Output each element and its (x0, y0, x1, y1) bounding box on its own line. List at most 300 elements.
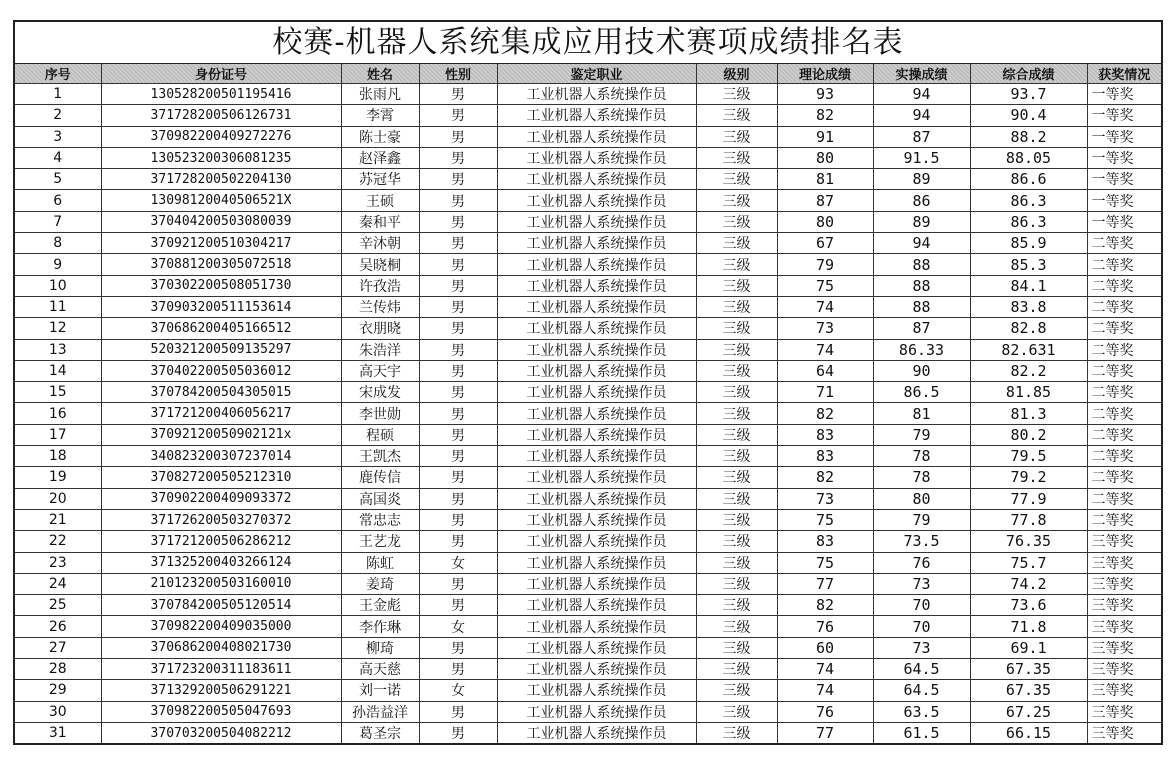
cell-level: 三级 (696, 233, 777, 254)
cell-gender: 女 (419, 616, 497, 637)
cell-id-number: 370784200505120514 (101, 595, 341, 616)
table-header-row (15, 64, 1161, 84)
cell-gender: 男 (419, 467, 497, 488)
cell-total-score: 67.35 (970, 659, 1087, 680)
header-total-score: 综合成绩 (970, 64, 1087, 84)
cell-occupation: 工业机器人系统操作员 (497, 147, 696, 168)
cell-award: 一等奖 (1087, 147, 1161, 168)
cell-level: 三级 (696, 488, 777, 509)
table-row (15, 722, 1161, 743)
cell-award: 二等奖 (1087, 296, 1161, 317)
cell-occupation: 工业机器人系统操作员 (497, 126, 696, 147)
cell-theory-score: 83 (777, 531, 873, 552)
cell-name: 程硕 (341, 424, 419, 445)
cell-name: 李作琳 (341, 616, 419, 637)
cell-gender: 男 (419, 84, 497, 105)
table-row (15, 637, 1161, 658)
header-gender: 性别 (419, 64, 497, 84)
cell-level: 三级 (696, 275, 777, 296)
cell-gender: 男 (419, 637, 497, 658)
table-row (15, 616, 1161, 637)
cell-theory-score: 82 (777, 403, 873, 424)
cell-id-number: 371723200311183611 (101, 659, 341, 680)
cell-level: 三级 (696, 424, 777, 445)
cell-level: 三级 (696, 254, 777, 275)
cell-id-number: 371721200506286212 (101, 531, 341, 552)
cell-practical-score: 89 (873, 211, 970, 232)
cell-id-number: 370827200505212310 (101, 467, 341, 488)
table-row (15, 552, 1161, 573)
cell-theory-score: 75 (777, 509, 873, 530)
cell-index: 21 (15, 509, 101, 530)
cell-total-score: 85.9 (970, 233, 1087, 254)
cell-id-number: 370921200510304217 (101, 233, 341, 254)
cell-occupation: 工业机器人系统操作员 (497, 552, 696, 573)
cell-total-score: 88.05 (970, 147, 1087, 168)
cell-index: 29 (15, 680, 101, 701)
cell-gender: 男 (419, 254, 497, 275)
cell-total-score: 73.6 (970, 595, 1087, 616)
cell-occupation: 工业机器人系统操作员 (497, 467, 696, 488)
cell-occupation: 工业机器人系统操作员 (497, 382, 696, 403)
cell-gender: 男 (419, 126, 497, 147)
cell-id-number: 370902200409093372 (101, 488, 341, 509)
cell-level: 三级 (696, 126, 777, 147)
cell-name: 衣朋晓 (341, 318, 419, 339)
cell-id-number: 370703200504082212 (101, 722, 341, 743)
cell-name: 辛沐朝 (341, 233, 419, 254)
cell-name: 兰传炜 (341, 296, 419, 317)
cell-total-score: 79.5 (970, 446, 1087, 467)
cell-level: 三级 (696, 403, 777, 424)
cell-gender: 男 (419, 169, 497, 190)
cell-id-number: 370686200405166512 (101, 318, 341, 339)
table-row (15, 509, 1161, 530)
cell-occupation: 工业机器人系统操作员 (497, 190, 696, 211)
cell-gender: 男 (419, 275, 497, 296)
cell-index: 3 (15, 126, 101, 147)
cell-index: 8 (15, 233, 101, 254)
cell-theory-score: 73 (777, 318, 873, 339)
cell-total-score: 82.2 (970, 360, 1087, 381)
cell-occupation: 工业机器人系统操作员 (497, 296, 696, 317)
cell-index: 6 (15, 190, 101, 211)
cell-total-score: 81.3 (970, 403, 1087, 424)
cell-occupation: 工业机器人系统操作员 (497, 722, 696, 743)
cell-occupation: 工业机器人系统操作员 (497, 509, 696, 530)
cell-level: 三级 (696, 190, 777, 211)
cell-award: 三等奖 (1087, 531, 1161, 552)
cell-name: 鹿传信 (341, 467, 419, 488)
cell-level: 三级 (696, 552, 777, 573)
table-row (15, 701, 1161, 722)
cell-gender: 男 (419, 211, 497, 232)
cell-gender: 男 (419, 233, 497, 254)
cell-level: 三级 (696, 680, 777, 701)
cell-award: 二等奖 (1087, 275, 1161, 296)
cell-occupation: 工业机器人系统操作员 (497, 637, 696, 658)
cell-index: 30 (15, 701, 101, 722)
cell-index: 25 (15, 595, 101, 616)
cell-total-score: 90.4 (970, 105, 1087, 126)
cell-id-number: 370402200505036012 (101, 360, 341, 381)
header-practical-score: 实操成绩 (873, 64, 970, 84)
cell-level: 三级 (696, 211, 777, 232)
cell-gender: 男 (419, 531, 497, 552)
cell-total-score: 82.631 (970, 339, 1087, 360)
cell-total-score: 77.9 (970, 488, 1087, 509)
table-row (15, 573, 1161, 594)
cell-theory-score: 64 (777, 360, 873, 381)
cell-theory-score: 76 (777, 616, 873, 637)
cell-index: 27 (15, 637, 101, 658)
table-row (15, 339, 1161, 360)
cell-gender: 男 (419, 360, 497, 381)
cell-total-score: 86.6 (970, 169, 1087, 190)
cell-gender: 男 (419, 339, 497, 360)
cell-award: 二等奖 (1087, 254, 1161, 275)
cell-index: 7 (15, 211, 101, 232)
cell-practical-score: 76 (873, 552, 970, 573)
table-row (15, 531, 1161, 552)
cell-id-number: 210123200503160010 (101, 573, 341, 594)
cell-gender: 男 (419, 573, 497, 594)
cell-practical-score: 73 (873, 637, 970, 658)
cell-id-number: 370686200408021730 (101, 637, 341, 658)
cell-level: 三级 (696, 360, 777, 381)
cell-practical-score: 73.5 (873, 531, 970, 552)
cell-theory-score: 83 (777, 424, 873, 445)
cell-practical-score: 61.5 (873, 722, 970, 743)
cell-name: 柳琦 (341, 637, 419, 658)
cell-award: 一等奖 (1087, 190, 1161, 211)
table-row (15, 147, 1161, 168)
table-row (15, 360, 1161, 381)
cell-total-score: 82.8 (970, 318, 1087, 339)
header-id-number: 身份证号 (101, 64, 341, 84)
cell-gender: 男 (419, 659, 497, 680)
cell-theory-score: 73 (777, 488, 873, 509)
cell-occupation: 工业机器人系统操作员 (497, 211, 696, 232)
cell-theory-score: 74 (777, 339, 873, 360)
table-row (15, 680, 1161, 701)
cell-total-score: 75.7 (970, 552, 1087, 573)
cell-id-number: 370302200508051730 (101, 275, 341, 296)
cell-practical-score: 78 (873, 467, 970, 488)
cell-total-score: 88.2 (970, 126, 1087, 147)
cell-total-score: 76.35 (970, 531, 1087, 552)
table-body (15, 84, 1161, 744)
cell-name: 高国炎 (341, 488, 419, 509)
cell-name: 李霄 (341, 105, 419, 126)
cell-level: 三级 (696, 616, 777, 637)
cell-index: 31 (15, 722, 101, 743)
cell-id-number: 371721200406056217 (101, 403, 341, 424)
cell-occupation: 工业机器人系统操作员 (497, 701, 696, 722)
cell-level: 三级 (696, 509, 777, 530)
cell-index: 4 (15, 147, 101, 168)
cell-id-number: 370903200511153614 (101, 296, 341, 317)
table-row (15, 467, 1161, 488)
cell-level: 三级 (696, 84, 777, 105)
score-ranking-sheet (13, 20, 1163, 745)
cell-index: 11 (15, 296, 101, 317)
cell-practical-score: 88 (873, 254, 970, 275)
cell-id-number: 370982200409272276 (101, 126, 341, 147)
cell-gender: 男 (419, 488, 497, 509)
cell-index: 5 (15, 169, 101, 190)
cell-name: 常忠志 (341, 509, 419, 530)
cell-gender: 男 (419, 190, 497, 211)
cell-occupation: 工业机器人系统操作员 (497, 275, 696, 296)
cell-practical-score: 79 (873, 424, 970, 445)
cell-practical-score: 64.5 (873, 680, 970, 701)
cell-practical-score: 91.5 (873, 147, 970, 168)
cell-award: 二等奖 (1087, 382, 1161, 403)
cell-index: 23 (15, 552, 101, 573)
cell-name: 苏冠华 (341, 169, 419, 190)
cell-practical-score: 78 (873, 446, 970, 467)
cell-index: 18 (15, 446, 101, 467)
cell-level: 三级 (696, 531, 777, 552)
cell-practical-score: 81 (873, 403, 970, 424)
cell-award: 二等奖 (1087, 360, 1161, 381)
cell-total-score: 83.8 (970, 296, 1087, 317)
table-row (15, 382, 1161, 403)
header-occupation: 鉴定职业 (497, 64, 696, 84)
cell-award: 二等奖 (1087, 446, 1161, 467)
header-level: 级别 (696, 64, 777, 84)
cell-id-number: 370921200509021​21x (101, 424, 341, 445)
cell-id-number: 370982200409035000 (101, 616, 341, 637)
table-row (15, 254, 1161, 275)
cell-theory-score: 75 (777, 552, 873, 573)
cell-occupation: 工业机器人系统操作员 (497, 403, 696, 424)
cell-award: 二等奖 (1087, 488, 1161, 509)
cell-name: 吴晓桐 (341, 254, 419, 275)
table-row (15, 211, 1161, 232)
cell-award: 三等奖 (1087, 552, 1161, 573)
cell-name: 朱浩洋 (341, 339, 419, 360)
cell-index: 19 (15, 467, 101, 488)
cell-id-number: 130981200405065​21X (101, 190, 341, 211)
cell-theory-score: 76 (777, 701, 873, 722)
cell-index: 13 (15, 339, 101, 360)
cell-gender: 男 (419, 105, 497, 126)
cell-theory-score: 80 (777, 147, 873, 168)
cell-total-score: 80.2 (970, 424, 1087, 445)
cell-name: 王凯杰 (341, 446, 419, 467)
cell-occupation: 工业机器人系统操作员 (497, 488, 696, 509)
cell-occupation: 工业机器人系统操作员 (497, 680, 696, 701)
cell-level: 三级 (696, 318, 777, 339)
cell-total-score: 86.3 (970, 211, 1087, 232)
cell-name: 宋成发 (341, 382, 419, 403)
cell-gender: 男 (419, 403, 497, 424)
cell-award: 三等奖 (1087, 659, 1161, 680)
cell-level: 三级 (696, 339, 777, 360)
cell-theory-score: 71 (777, 382, 873, 403)
cell-practical-score: 86 (873, 190, 970, 211)
table-row (15, 446, 1161, 467)
cell-total-score: 93.7 (970, 84, 1087, 105)
cell-total-score: 67.35 (970, 680, 1087, 701)
cell-award: 一等奖 (1087, 169, 1161, 190)
cell-name: 李世勋 (341, 403, 419, 424)
cell-name: 刘一诺 (341, 680, 419, 701)
table-row (15, 318, 1161, 339)
header-name: 姓名 (341, 64, 419, 84)
cell-practical-score: 70 (873, 595, 970, 616)
cell-index: 14 (15, 360, 101, 381)
cell-practical-score: 88 (873, 296, 970, 317)
cell-theory-score: 60 (777, 637, 873, 658)
cell-level: 三级 (696, 595, 777, 616)
cell-name: 葛圣宗 (341, 722, 419, 743)
cell-award: 一等奖 (1087, 105, 1161, 126)
cell-occupation: 工业机器人系统操作员 (497, 531, 696, 552)
cell-id-number: 370784200504305015 (101, 382, 341, 403)
cell-occupation: 工业机器人系统操作员 (497, 573, 696, 594)
cell-total-score: 77.8 (970, 509, 1087, 530)
cell-id-number: 130528200501195416 (101, 84, 341, 105)
cell-total-score: 81.85 (970, 382, 1087, 403)
cell-practical-score: 79 (873, 509, 970, 530)
cell-theory-score: 87 (777, 190, 873, 211)
table-row (15, 296, 1161, 317)
cell-id-number: 371728200506126731 (101, 105, 341, 126)
cell-gender: 男 (419, 318, 497, 339)
cell-name: 陈士豪 (341, 126, 419, 147)
cell-theory-score: 74 (777, 296, 873, 317)
cell-gender: 男 (419, 296, 497, 317)
cell-total-score: 66.15 (970, 722, 1087, 743)
cell-practical-score: 63.5 (873, 701, 970, 722)
cell-index: 20 (15, 488, 101, 509)
cell-name: 高天慈 (341, 659, 419, 680)
cell-name: 孙浩益洋 (341, 701, 419, 722)
cell-theory-score: 80 (777, 211, 873, 232)
cell-award: 三等奖 (1087, 573, 1161, 594)
cell-id-number: 340823200307237014 (101, 446, 341, 467)
cell-award: 三等奖 (1087, 637, 1161, 658)
cell-practical-score: 94 (873, 233, 970, 254)
cell-award: 三等奖 (1087, 701, 1161, 722)
cell-practical-score: 89 (873, 169, 970, 190)
cell-total-score: 69.1 (970, 637, 1087, 658)
cell-award: 一等奖 (1087, 126, 1161, 147)
cell-occupation: 工业机器人系统操作员 (497, 659, 696, 680)
cell-index: 1 (15, 84, 101, 105)
cell-index: 10 (15, 275, 101, 296)
cell-award: 三等奖 (1087, 680, 1161, 701)
table-row (15, 169, 1161, 190)
cell-total-score: 84.1 (970, 275, 1087, 296)
cell-level: 三级 (696, 169, 777, 190)
cell-level: 三级 (696, 573, 777, 594)
table-row (15, 233, 1161, 254)
cell-theory-score: 74 (777, 659, 873, 680)
table-row (15, 105, 1161, 126)
cell-id-number: 371329200506291221 (101, 680, 341, 701)
cell-theory-score: 82 (777, 105, 873, 126)
cell-theory-score: 82 (777, 595, 873, 616)
header-theory-score: 理论成绩 (777, 64, 873, 84)
cell-index: 17 (15, 424, 101, 445)
cell-gender: 女 (419, 552, 497, 573)
cell-award: 三等奖 (1087, 722, 1161, 743)
cell-total-score: 71.8 (970, 616, 1087, 637)
cell-practical-score: 86.5 (873, 382, 970, 403)
table-row (15, 488, 1161, 509)
cell-name: 王硕 (341, 190, 419, 211)
cell-id-number: 371728200502204130 (101, 169, 341, 190)
cell-theory-score: 77 (777, 573, 873, 594)
cell-occupation: 工业机器人系统操作员 (497, 169, 696, 190)
header-index: 序号 (15, 64, 101, 84)
cell-practical-score: 94 (873, 105, 970, 126)
cell-occupation: 工业机器人系统操作员 (497, 84, 696, 105)
cell-occupation: 工业机器人系统操作员 (497, 360, 696, 381)
cell-gender: 男 (419, 147, 497, 168)
cell-occupation: 工业机器人系统操作员 (497, 233, 696, 254)
sheet-title: 校赛-机器人系统集成应用技术赛项成绩排名表 (15, 22, 1161, 64)
cell-total-score: 85.3 (970, 254, 1087, 275)
cell-index: 22 (15, 531, 101, 552)
cell-practical-score: 94 (873, 84, 970, 105)
cell-practical-score: 64.5 (873, 659, 970, 680)
cell-name: 陈虹 (341, 552, 419, 573)
cell-index: 15 (15, 382, 101, 403)
cell-name: 秦和平 (341, 211, 419, 232)
cell-theory-score: 67 (777, 233, 873, 254)
cell-occupation: 工业机器人系统操作员 (497, 105, 696, 126)
cell-gender: 男 (419, 446, 497, 467)
cell-name: 张雨凡 (341, 84, 419, 105)
cell-index: 24 (15, 573, 101, 594)
cell-index: 16 (15, 403, 101, 424)
cell-occupation: 工业机器人系统操作员 (497, 254, 696, 275)
cell-occupation: 工业机器人系统操作员 (497, 446, 696, 467)
table-row (15, 424, 1161, 445)
cell-level: 三级 (696, 722, 777, 743)
cell-level: 三级 (696, 701, 777, 722)
cell-id-number: 371726200503270372 (101, 509, 341, 530)
cell-name: 许孜浩 (341, 275, 419, 296)
cell-award: 二等奖 (1087, 424, 1161, 445)
cell-practical-score: 73 (873, 573, 970, 594)
cell-gender: 男 (419, 595, 497, 616)
cell-award: 三等奖 (1087, 595, 1161, 616)
cell-id-number: 130523200306081235 (101, 147, 341, 168)
cell-name: 高天宇 (341, 360, 419, 381)
cell-level: 三级 (696, 296, 777, 317)
cell-award: 二等奖 (1087, 318, 1161, 339)
cell-name: 姜琦 (341, 573, 419, 594)
table-row (15, 403, 1161, 424)
cell-gender: 男 (419, 701, 497, 722)
cell-level: 三级 (696, 637, 777, 658)
table-row (15, 126, 1161, 147)
cell-level: 三级 (696, 446, 777, 467)
table-row (15, 595, 1161, 616)
cell-gender: 男 (419, 722, 497, 743)
cell-practical-score: 87 (873, 126, 970, 147)
table-row (15, 659, 1161, 680)
cell-level: 三级 (696, 659, 777, 680)
cell-practical-score: 88 (873, 275, 970, 296)
cell-award: 一等奖 (1087, 211, 1161, 232)
